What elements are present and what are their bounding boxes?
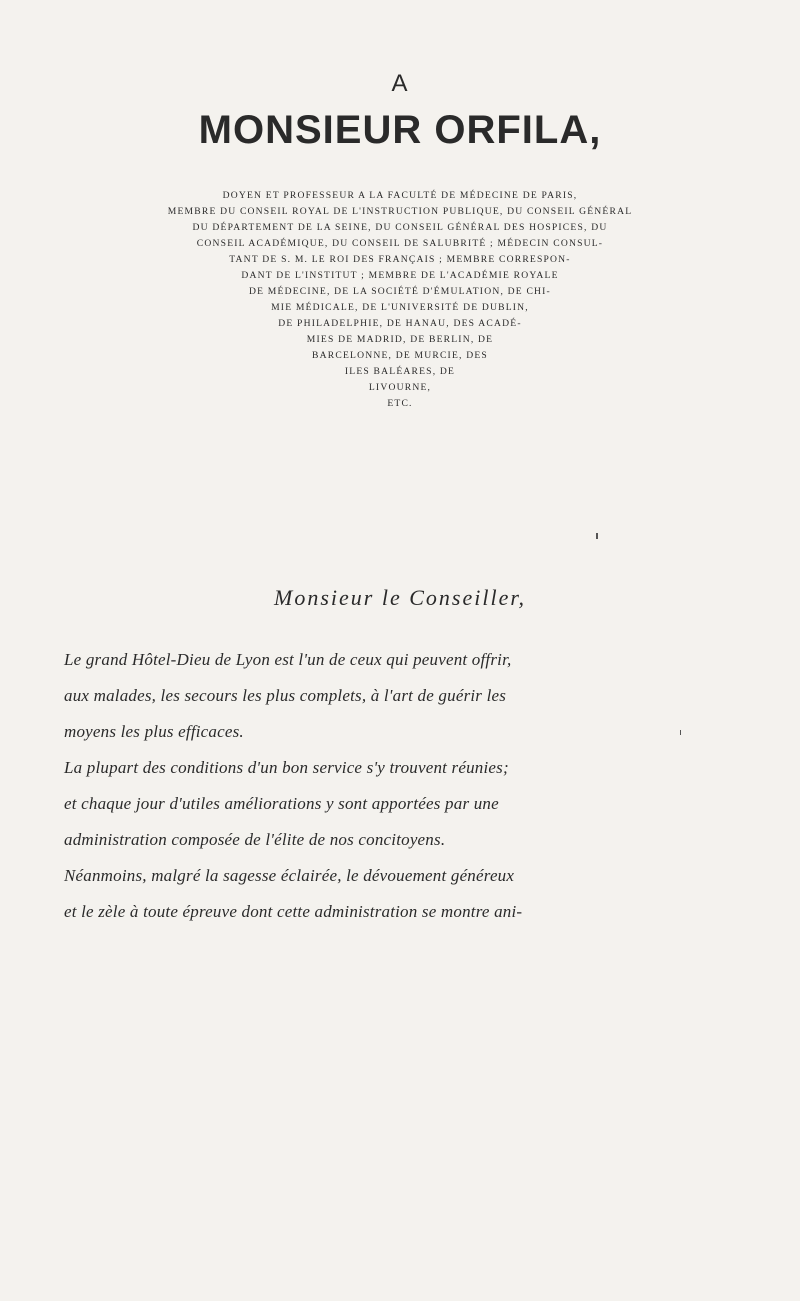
title-line: DANT DE L'INSTITUT ; MEMBRE DE L'ACADÉMIE ROYALE: [241, 270, 559, 281]
title-line: DE PHILADELPHIE, DE HANAU, DES ACADÉ-: [278, 318, 522, 329]
body-line: administration composée de l'élite de nos concitoyens.: [64, 830, 446, 849]
title-line: DE MÉDECINE, DE LA SOCIÉTÉ D'ÉMULATION, DE CHI-: [249, 286, 551, 297]
body-line: et le zèle à toute épreuve dont cette administration se montre ani-: [64, 902, 523, 921]
title-line: DOYEN ET PROFESSEUR A LA FACULTÉ DE MÉDECINE DE PARIS,: [222, 190, 578, 201]
body-line: aux malades, les secours les plus complets, à l'art de guérir les: [64, 686, 507, 705]
body-line: moyens les plus efficaces.: [64, 722, 244, 741]
body-line: Le grand Hôtel-Dieu de Lyon est l'un de ceux qui peuvent offrir,: [64, 650, 512, 669]
title-line: LIVOURNE,: [368, 382, 432, 393]
dedicatee-titles: [50, 188, 750, 412]
title-line: DU DÉPARTEMENT DE LA SEINE, DU CONSEIL GÉNÉRAL DES HOSPICES, DU: [192, 222, 608, 233]
body-line: Néanmoins, malgré la sagesse éclairée, le dévouement généreux: [64, 866, 515, 885]
title-line: ILES BALÉARES, DE: [344, 366, 456, 377]
title-line: BARCELONNE, DE MURCIE, DES: [312, 350, 488, 361]
body-line: La plupart des conditions d'un bon service s'y trouvent réunies;: [64, 758, 509, 777]
title-line: MIE MÉDICALE, DE L'UNIVERSITÉ DE DUBLIN,: [271, 302, 529, 313]
title-line: ETC.: [387, 398, 413, 409]
salutation: Monsieur le Conseiller,: [274, 585, 526, 610]
body-line: et chaque jour d'utiles améliorations y sont apportées par une: [64, 794, 499, 813]
title-line: TANT DE S. M. LE ROI DES FRANÇAIS ; MEMBRE CORRESPON-: [229, 254, 571, 265]
dedication-to: A: [391, 70, 409, 97]
letter-body: [64, 642, 744, 930]
title-line: CONSEIL ACADÉMIQUE, DU CONSEIL DE SALUBRITÉ ; MÉDECIN CONSUL-: [196, 238, 604, 249]
title-line: MEMBRE DU CONSEIL ROYAL DE L'INSTRUCTION PUBLIQUE, DU CONSEIL GÉNÉRAL: [167, 206, 633, 217]
dedicatee-name: MONSIEUR ORFILA,: [198, 108, 602, 152]
ink-speck: [596, 533, 598, 539]
title-line: MIES DE MADRID, DE BERLIN, DE: [306, 334, 494, 345]
